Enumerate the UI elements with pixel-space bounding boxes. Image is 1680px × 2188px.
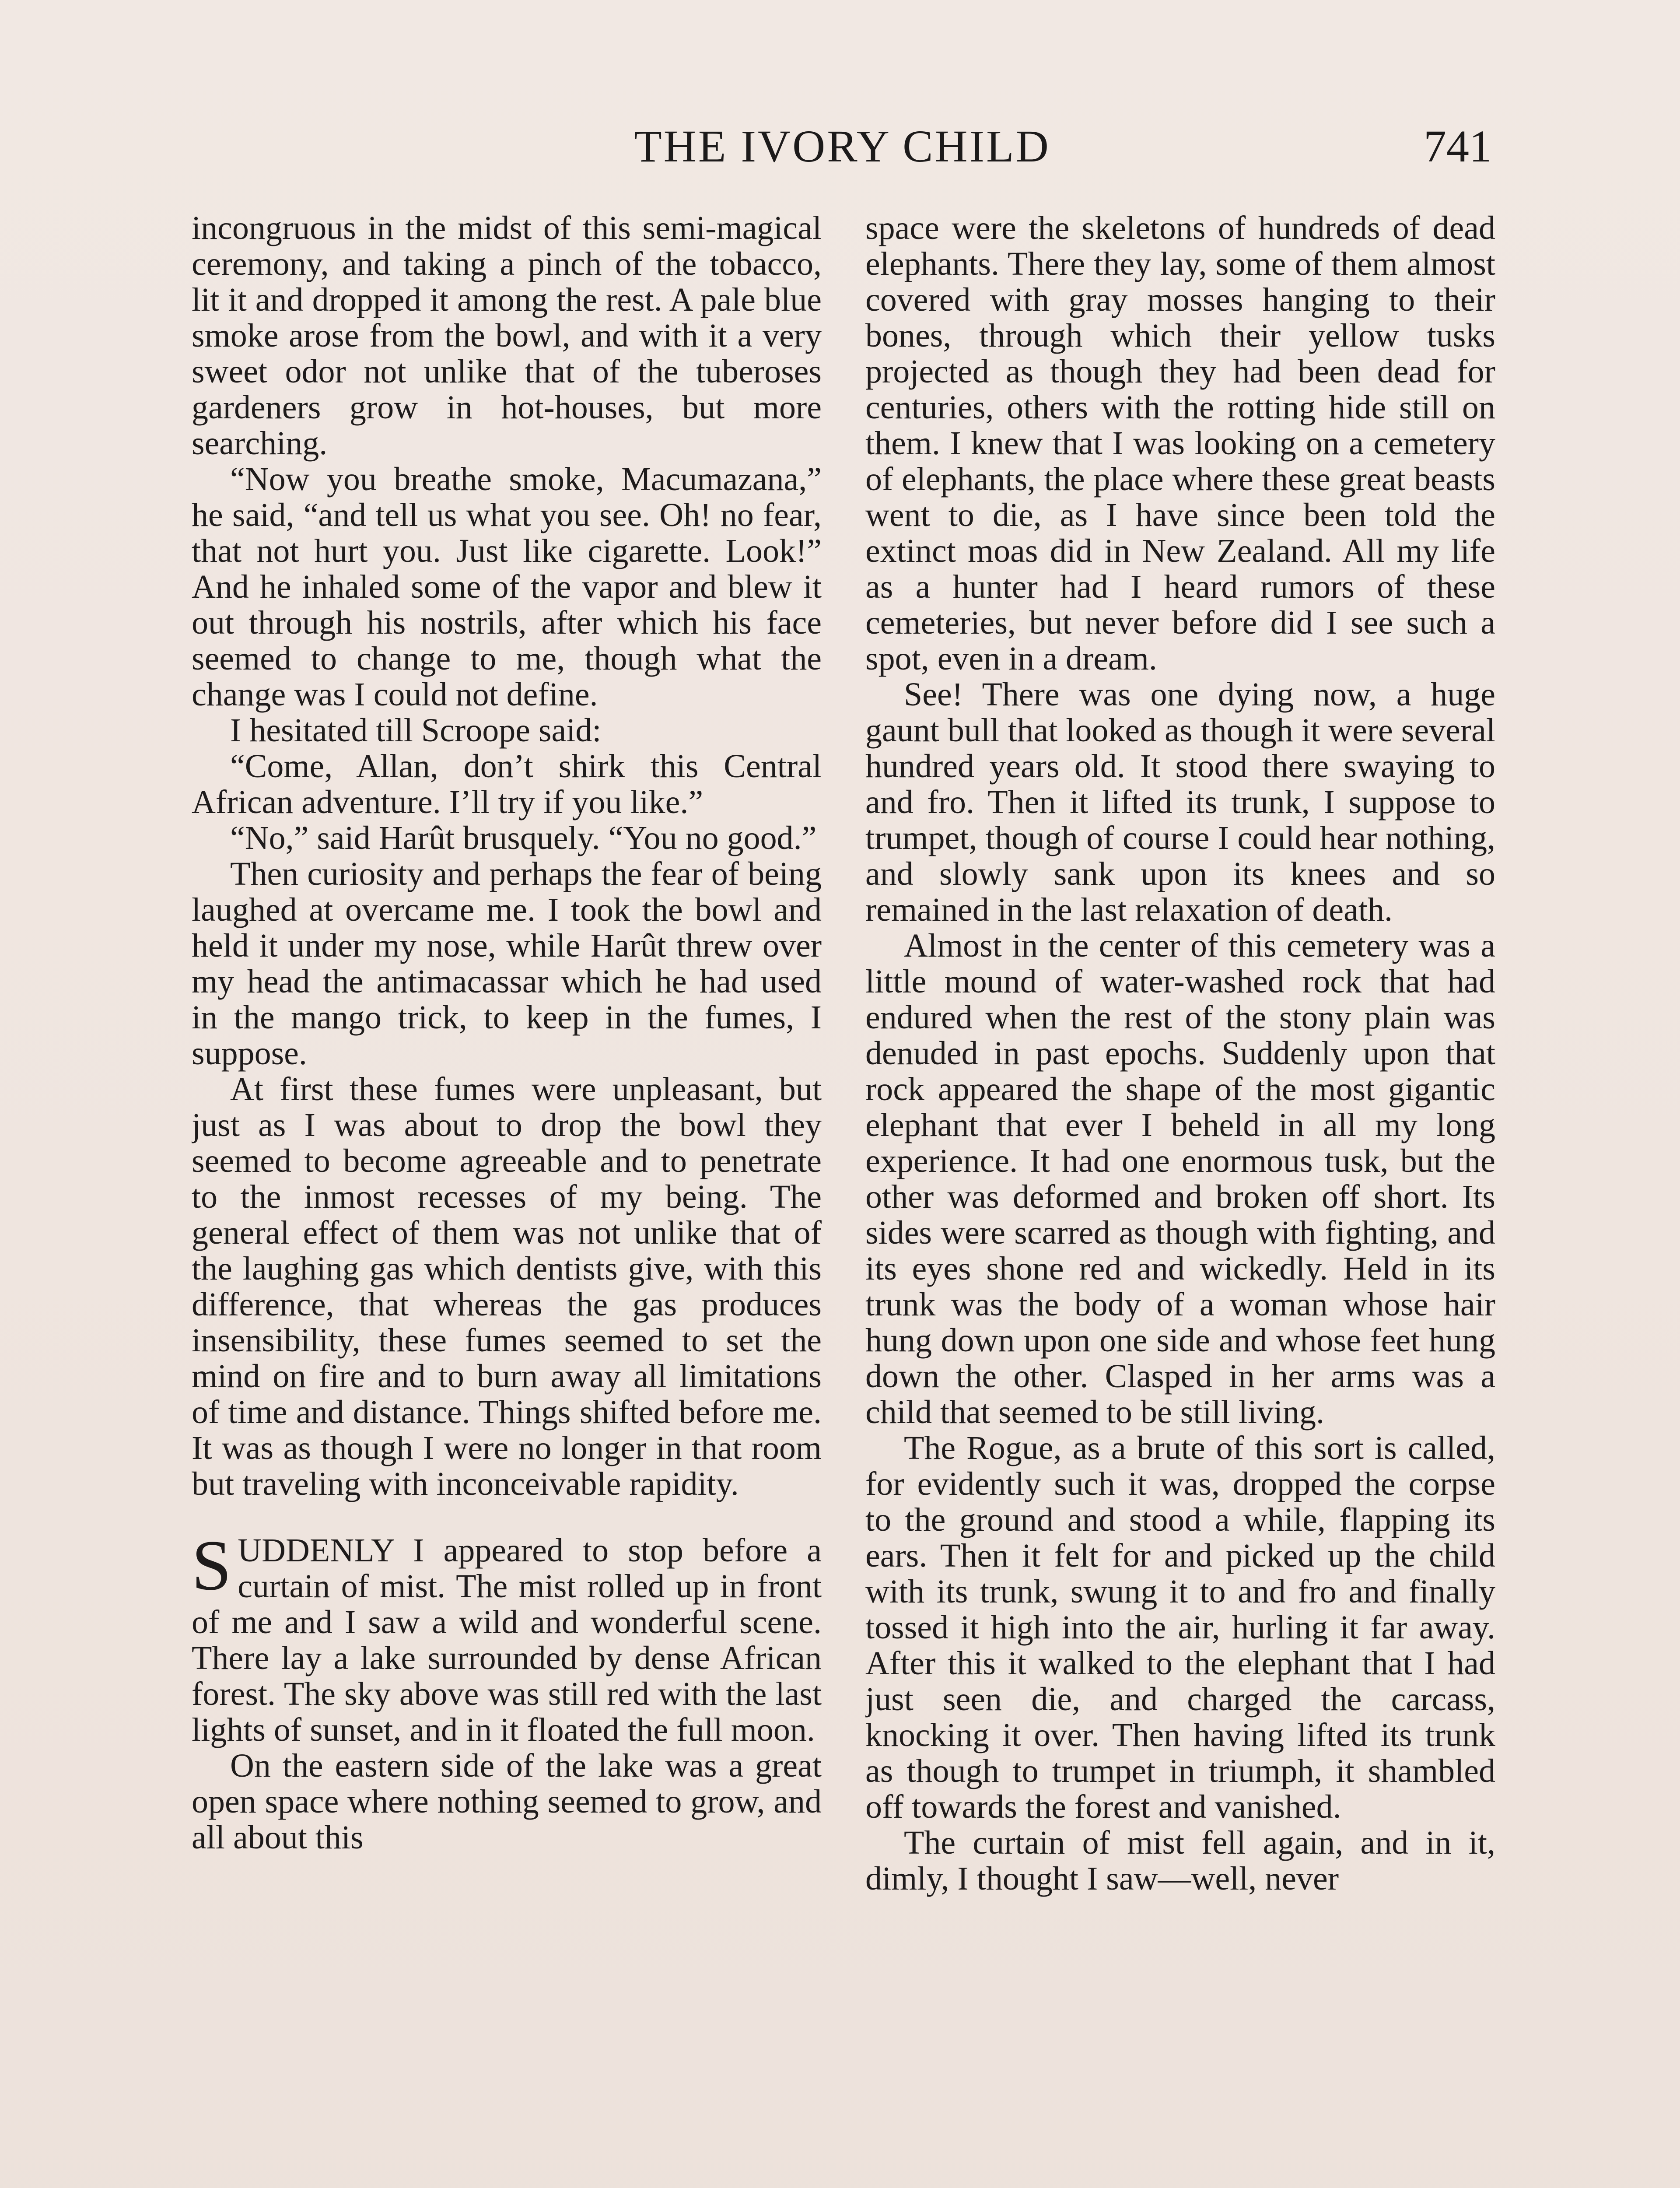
- paragraph: “Come, Allan, don’t shirk this Central African adventure. I’ll try if you like.”: [192, 748, 822, 820]
- paragraph: “No,” said Harût brusquely. “You no good.”: [230, 820, 817, 856]
- section-opening-paragraph: [192, 1526, 822, 1748]
- paragraph: I hesitated till Scroope said:: [230, 712, 602, 749]
- paragraph: “Now you breathe smoke, Macumazana,” he said, “and tell us what you see. Oh! no fear, that not hurt you. Just like cigarette. Look!” And he inhaled some of the vapor and blew it out through his nostrils, after which his face seemed to change to me, though what the change was I could not define.: [192, 461, 822, 713]
- paragraph-text: UDDENLY I appeared to stop before a curtain of mist. The mist rolled up in front of me and I saw a wild and wonderful scene. There lay a lake surrounded by dense African forest. The sky above was still red with the last lights of sunset, and in it floated the full moon.: [192, 1532, 822, 1748]
- paragraph: space were the skeletons of hundreds of dead elephants. There they lay, some of them almost covered with gray mosses hanging to their bones, through which their yellow tusks projected as though they had been dead for centuries, others with the rotting hide still on them. I knew that I was looking on a cemetery of elephants, the place where these great beasts went to die, as I have since been told the extinct moas did in New Zealand. All my life as a hunter had I heard rumors of these cemeteries, but never before did I see such a spot, even in a dream.: [865, 210, 1495, 677]
- paragraph: Almost in the center of this cemetery was a little mound of water-washed rock that had endured when the rest of the stony plain was denuded in past epochs. Suddenly upon that rock appeared the shape of the most gigantic elephant that ever I beheld in all my long experience. It had one enormous tusk, but the other was deformed and broken off short. Its sides were scarred as though with fighting, and its eyes shone red and wickedly. Held in its trunk was the body of a woman whose hair hung down upon one side and whose feet hung down the other. Clasped in her arms was a child that seemed to be still living.: [865, 927, 1495, 1431]
- running-title: THE IVORY CHILD: [634, 121, 1050, 172]
- paragraph: At first these fumes were unpleasant, but just as I was about to drop the bowl they seemed to become agreeable and to penetrate to the inmost recesses of my being. The general effect of them was not unlike that of the laughing gas which dentists give, with this difference, that whereas the gas produces insensibility, these fumes seemed to set the mind on fire and to burn away all limitations of time and distance. Things shifted before me. It was as though I were no longer in that room but traveling with inconceivable rapidity.: [192, 1071, 822, 1502]
- section-break: [192, 1502, 822, 1532]
- paragraph: On the eastern side of the lake was a great open space where nothing seemed to grow, and all about this: [192, 1747, 822, 1856]
- running-head: [192, 118, 1492, 175]
- right-column: [865, 210, 1495, 2188]
- page-number: 741: [1424, 121, 1492, 172]
- paragraph: The curtain of mist fell again, and in it, dimly, I thought I saw—well, never: [865, 1824, 1495, 1897]
- paragraph: incongruous in the midst of this semi-magical ceremony, and taking a pinch of the tobacco, lit it and dropped it among the rest. A pale blue smoke arose from the bowl, and with it a very sweet odor not unlike that of the tuberoses gardeners grow in hot-houses, but more searching.: [192, 210, 822, 462]
- paragraph: The Rogue, as a brute of this sort is called, for evidently such it was, dropped the corpse to the ground and stood a while, flapping its ears. Then it felt for and picked up the child with its trunk, swung it to and fro and finally tossed it high into the air, hurling it far away. After this it walked to the elephant that I had just seen die, and charged the carcass, knocking it over. Then having lifted its trunk as though to trumpet in triumph, it shambled off towards the forest and vanished.: [865, 1430, 1495, 1825]
- drop-cap: S: [192, 1526, 232, 1605]
- paragraph: See! There was one dying now, a huge gaunt bull that looked as though it were several hundred years old. It stood there swaying to and fro. Then it lifted its trunk, I suppose to trumpet, though of course I could hear nothing, and slowly sank upon its knees and so remained in the last relaxation of death.: [865, 676, 1495, 928]
- left-column: [192, 210, 822, 2188]
- paragraph: Then curiosity and perhaps the fear of being laughed at overcame me. I took the bowl and held it under my nose, while Harût threw over my head the antimacassar which he had used in the mango trick, to keep in the fumes, I suppose.: [192, 856, 822, 1072]
